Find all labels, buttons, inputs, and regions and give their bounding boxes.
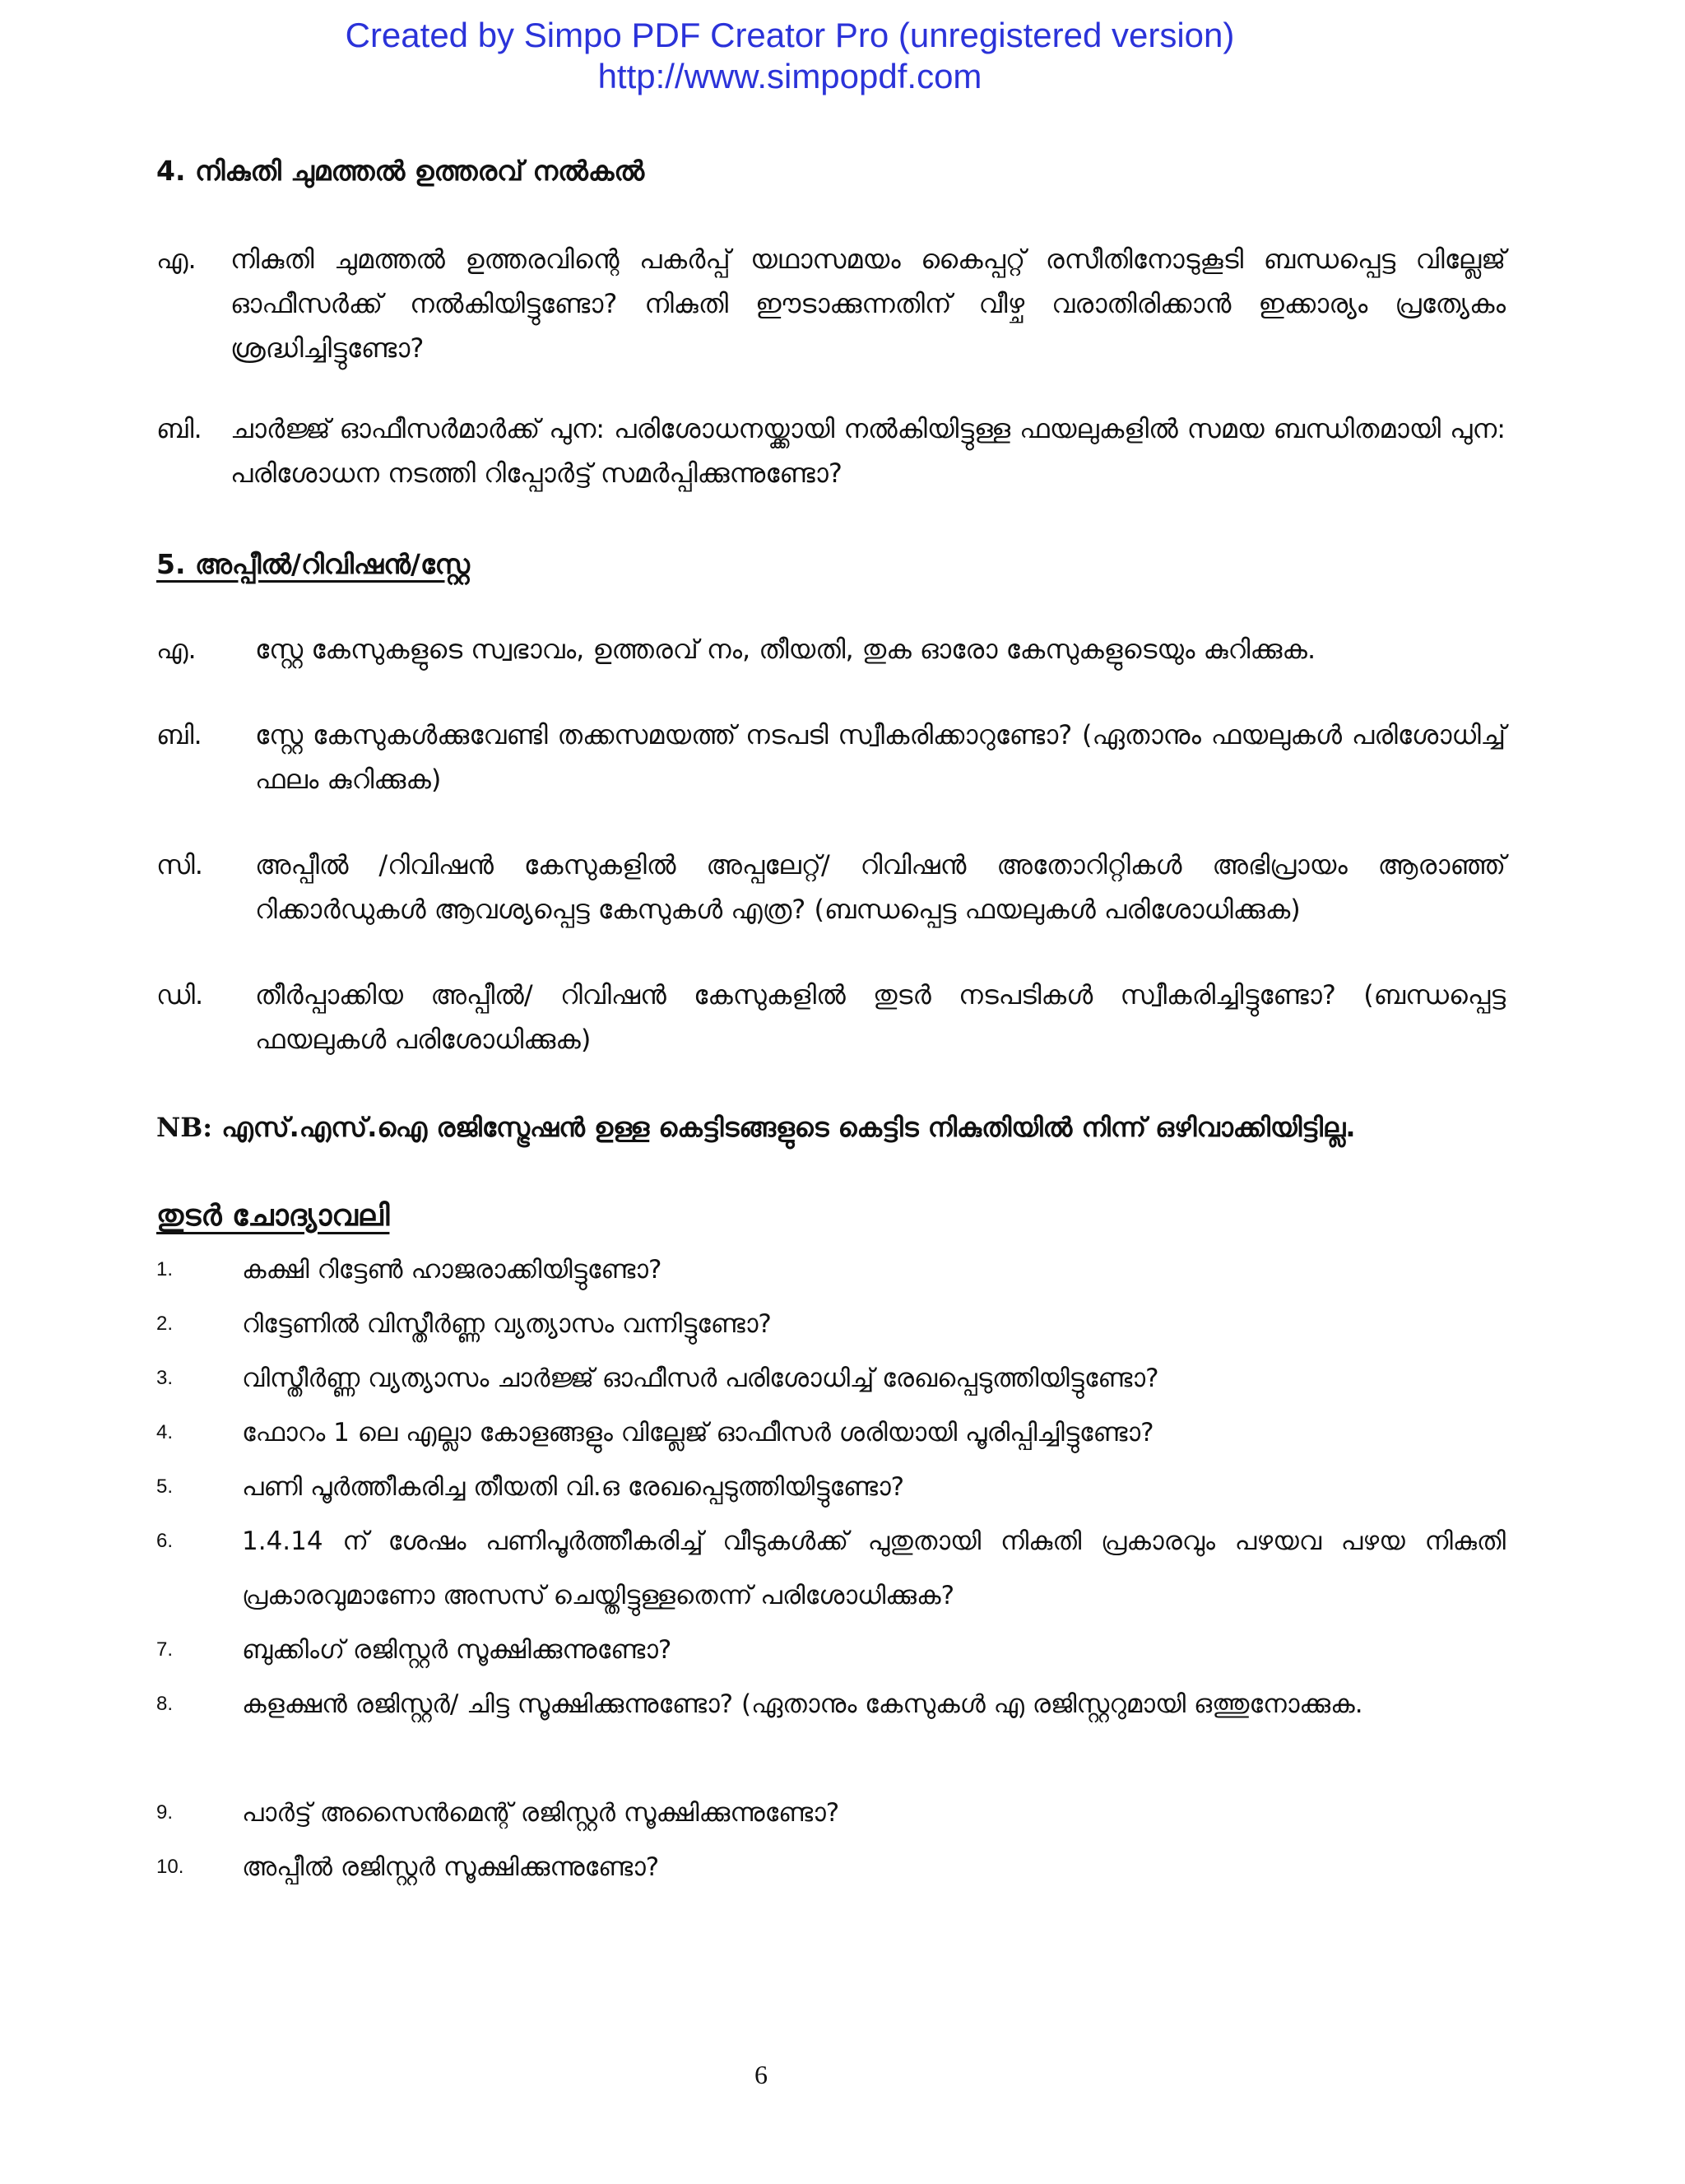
- item-number: 3.: [156, 1367, 174, 1389]
- item-text: പണി പൂർത്തീകരിച്ച തീയതി വി.ഒ രേഖപ്പെടുത്തിയിട്ടുണ്ടോ?: [242, 1472, 905, 1502]
- item-number: 2.: [156, 1313, 174, 1335]
- followup-item-7: [156, 1623, 1506, 1677]
- item-marker: എ.: [156, 634, 197, 665]
- item-number: 1.: [156, 1258, 174, 1280]
- followup-item-1: [156, 1243, 1506, 1297]
- followup-item-8: [156, 1677, 1506, 1731]
- item-text: സ്റ്റേ കേസുകൾക്കുവേണ്ടി തക്കസമയത്ത് നടപടി സ്വീകരിക്കാറുണ്ടോ? (ഏതാനും ഫയലുകൾ പരിശോധിച്ച് ഫലം കുറിക്കുക): [255, 719, 1506, 795]
- item-text: അപ്പീൽ രജിസ്റ്റർ സൂക്ഷിക്കുന്നുണ്ടോ?: [242, 1852, 660, 1882]
- followup-item-9: [156, 1786, 1506, 1840]
- item-marker: ഡി.: [156, 979, 204, 1011]
- section-5-item-a: [156, 627, 1506, 671]
- watermark: [0, 15, 1580, 97]
- nb-note: [156, 1109, 1506, 1145]
- followup-heading: തുടർ ചോദ്യാവലി: [156, 1199, 390, 1233]
- page-number: 6: [754, 2060, 768, 2089]
- followup-item-5: [156, 1460, 1506, 1514]
- item-number: 5.: [156, 1475, 174, 1498]
- item-text: 1.4.14 ന് ശേഷം പണിപൂർത്തീകരിച്ച് വീടുകൾക്ക് പുതുതായി നികുതി പ്രകാരവും പഴയവ പഴയ നികുതി പ്രകാരവുമാണോ അസസ് ചെയ്തിട്ടുള്ളതെന്ന് പരിശോധിക്കുക?: [242, 1526, 1506, 1610]
- item-text: വിസ്തീർണ്ണ വ്യത്യാസം ചാർജ്ജ് ഓഫീസർ പരിശോധിച്ച് രേഖപ്പെടുത്തിയിട്ടുണ്ടോ?: [242, 1364, 1159, 1393]
- followup-item-10: [156, 1840, 1506, 1894]
- section-4-item-b: [156, 407, 1506, 495]
- section-4-heading: 4. നികുതി ചുമത്തൽ ഉത്തരവ് നൽകൽ: [156, 155, 645, 187]
- section-5-item-d: [156, 973, 1506, 1062]
- item-text: റിട്ടേണിൽ വിസ്തീർണ്ണ വ്യത്യാസം വന്നിട്ടുണ്ടോ?: [242, 1309, 772, 1339]
- nb-label: NB:: [156, 1112, 213, 1143]
- item-number: 7.: [156, 1638, 174, 1661]
- section-4-item-a: [156, 237, 1506, 370]
- followup-item-6: [156, 1514, 1506, 1623]
- item-text: ബുക്കിംഗ് രജിസ്റ്റർ സൂക്ഷിക്കുന്നുണ്ടോ?: [242, 1635, 672, 1665]
- item-marker: സി.: [156, 849, 203, 881]
- item-number: 6.: [156, 1530, 174, 1552]
- item-text: അപ്പീൽ /റിവിഷൻ കേസുകളിൽ അപ്പലേറ്റ്/ റിവിഷൻ അതോറിറ്റികൾ അഭിപ്രായം ആരാഞ്ഞ് റിക്കാർഡുകൾ ആവശ്യപ്പെട്ട കേസുകൾ എത്ര? (ബന്ധപ്പെട്ട ഫയലുകൾ പരിശോധിക്കുക): [255, 849, 1506, 925]
- item-text: നികുതി ചുമത്തൽ ഉത്തരവിന്റെ പകർപ്പ് യഥാസമയം കൈപ്പറ്റ് രസീതിനോടുകൂടി ബന്ധപ്പെട്ട വില്ലേജ് ഓഫീസർക്ക് നൽകിയിട്ടുണ്ടോ? നികുതി ഈടാക്കുന്നതിന് വീഴ്ച വരാതിരിക്കാൻ ഇക്കാര്യം പ്രത്യേകം ശ്രദ്ധിച്ചിട്ടുണ്ടോ?: [230, 244, 1506, 364]
- item-text: പാർട്ട് അസൈൻമെന്റ് രജിസ്റ്റർ സൂക്ഷിക്കുന്നുണ്ടോ?: [242, 1798, 840, 1828]
- item-number: 4.: [156, 1421, 174, 1443]
- item-text: ഫോറം 1 ലെ എല്ലാ കോളങ്ങളും വില്ലേജ് ഓഫീസർ ശരിയായി പൂരിപ്പിച്ചിട്ടുണ്ടോ?: [242, 1418, 1154, 1447]
- nb-text: എസ്.എസ്.ഐ രജിസ്ട്രേഷൻ ഉള്ള കെട്ടിടങ്ങളുടെ കെട്ടിട നികുതിയിൽ നിന്ന് ഒഴിവാക്കിയിട്ടില്ല.: [221, 1112, 1356, 1143]
- item-number: 8.: [156, 1693, 174, 1715]
- followup-item-2: [156, 1297, 1506, 1351]
- item-marker: ബി.: [156, 719, 202, 750]
- item-text: കളക്ഷൻ രജിസ്റ്റർ/ ചിട്ട സൂക്ഷിക്കുന്നുണ്ടോ? (ഏതാനും കേസുകൾ എ രജിസ്റ്ററുമായി ഒത്തുനോക്കുക.: [242, 1689, 1363, 1719]
- item-text: ചാർജ്ജ് ഓഫീസർമാർക്ക് പുന: പരിശോധനയ്ക്കായി നൽകിയിട്ടുള്ള ഫയലുകളിൽ സമയ ബന്ധിതമായി പുന: പരിശോധന നടത്തി റിപ്പോർട്ട് സമർപ്പിക്കുന്നുണ്ടോ?: [230, 413, 1506, 489]
- section-5-heading: 5. അപ്പീൽ/റിവിഷൻ/സ്റ്റേ: [156, 548, 470, 580]
- watermark-title: Created by Simpo PDF Creator Pro (unregistered version): [345, 16, 1235, 54]
- item-marker: ബി.: [156, 413, 202, 444]
- item-text: സ്റ്റേ കേസുകളുടെ സ്വഭാവം, ഉത്തരവ് നം, തീയതി, തുക ഓരോ കേസുകളുടെയും കുറിക്കുക.: [255, 634, 1316, 665]
- watermark-url: http://www.simpopdf.com: [597, 57, 982, 95]
- followup-item-4: [156, 1406, 1506, 1460]
- section-5-item-b: [156, 713, 1506, 802]
- followup-item-3: [156, 1351, 1506, 1406]
- item-number: 10.: [156, 1856, 184, 1878]
- item-marker: എ.: [156, 244, 197, 275]
- item-text: കക്ഷി റിട്ടേൺ ഹാജരാക്കിയിട്ടുണ്ടോ?: [242, 1255, 662, 1285]
- section-5-item-c: [156, 843, 1506, 932]
- item-text: തീർപ്പാക്കിയ അപ്പീൽ/ റിവിഷൻ കേസുകളിൽ തുടർ നടപടികൾ സ്വീകരിച്ചിട്ടുണ്ടോ? (ബന്ധപ്പെട്ട ഫയലുകൾ പരിശോധിക്കുക): [255, 979, 1506, 1055]
- item-number: 9.: [156, 1801, 174, 1824]
